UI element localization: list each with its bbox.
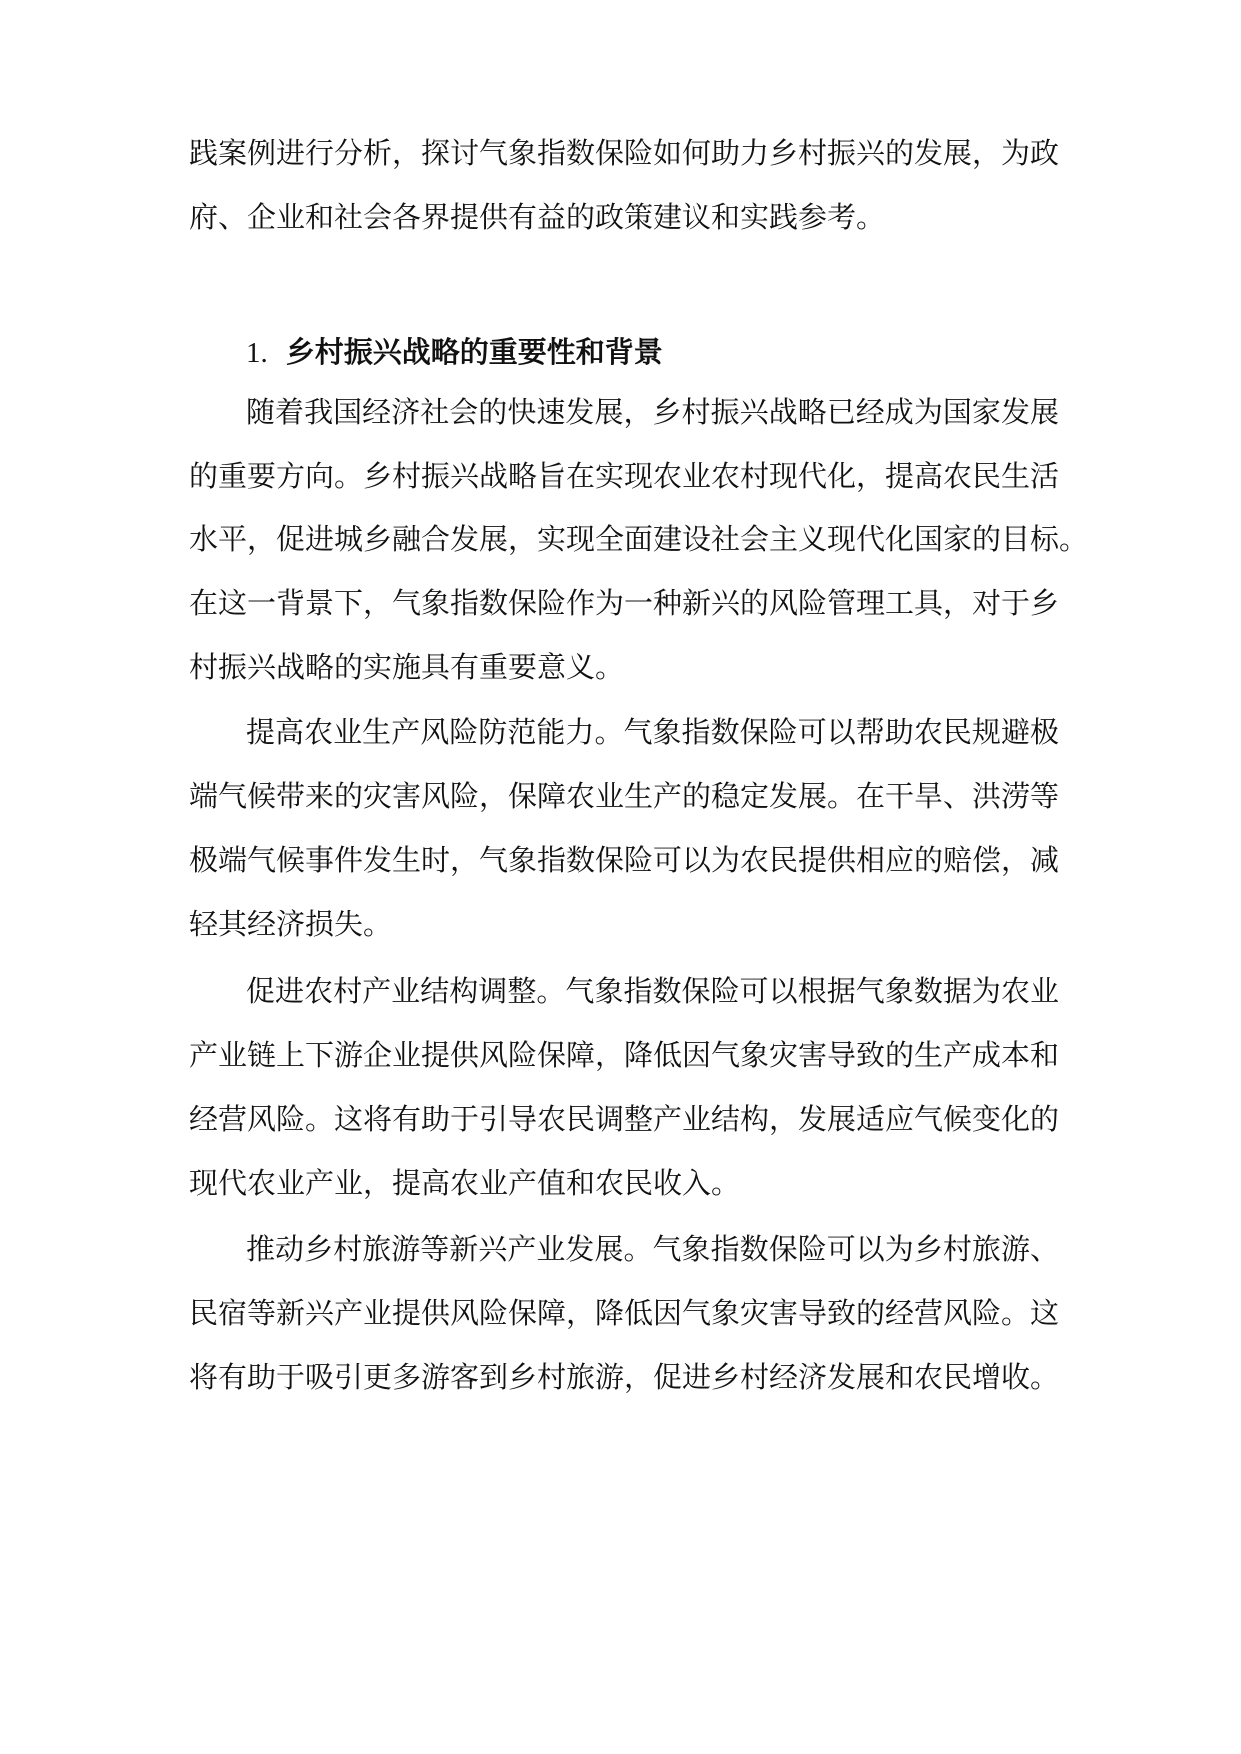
paragraph-1-line-5: 村振兴战略的实施具有重要意义。 [189, 650, 625, 684]
paragraph-1-line-2: 的重要方向。乡村振兴战略旨在实现农业农村现代化，提高农民生活 [189, 459, 1060, 493]
paragraph-3-line-1: 促进农村产业结构调整。气象指数保险可以根据气象数据为农业 [246, 974, 1059, 1008]
paragraph-3-line-4: 现代农业产业，提高农业产值和农民收入。 [189, 1166, 741, 1200]
paragraph-2-line-4: 轻其经济损失。 [189, 907, 393, 941]
paragraph-1-line-3: 水平，促进城乡融合发展，实现全面建设社会主义现代化国家的目标。 [189, 522, 1089, 556]
paragraph-3-line-3: 经营风险。这将有助于引导农民调整产业结构，发展适应气候变化的 [189, 1102, 1060, 1136]
paragraph-4-line-1: 推动乡村旅游等新兴产业发展。气象指数保险可以为乡村旅游、 [246, 1232, 1059, 1266]
section-heading [246, 332, 663, 373]
section-number: 1. [246, 337, 268, 369]
paragraph-4-line-2: 民宿等新兴产业提供风险保障，降低因气象灾害导致的经营风险。这 [189, 1296, 1060, 1330]
paragraph-2-line-2: 端气候带来的灾害风险，保障农业生产的稳定发展。在干旱、洪涝等 [189, 779, 1060, 813]
intro-line-1: 践案例进行分析，探讨气象指数保险如何助力乡村振兴的发展，为政 [189, 136, 1060, 170]
paragraph-2-line-1: 提高农业生产风险防范能力。气象指数保险可以帮助农民规避极 [246, 715, 1059, 749]
paragraph-3-line-2: 产业链上下游企业提供风险保障，降低因气象灾害导致的生产成本和 [189, 1038, 1060, 1072]
section-title: 乡村振兴战略的重要性和背景 [285, 335, 663, 369]
paragraph-4-line-3: 将有助于吸引更多游客到乡村旅游，促进乡村经济发展和农民增收。 [189, 1360, 1060, 1394]
paragraph-1-line-4: 在这一背景下，气象指数保险作为一种新兴的风险管理工具，对于乡 [189, 586, 1060, 620]
paragraph-1-line-1: 随着我国经济社会的快速发展，乡村振兴战略已经成为国家发展 [246, 395, 1059, 429]
paragraph-2-line-3: 极端气候事件发生时，气象指数保险可以为农民提供相应的赔偿，减 [189, 843, 1060, 877]
intro-line-2: 府、企业和社会各界提供有益的政策建议和实践参考。 [189, 200, 886, 234]
